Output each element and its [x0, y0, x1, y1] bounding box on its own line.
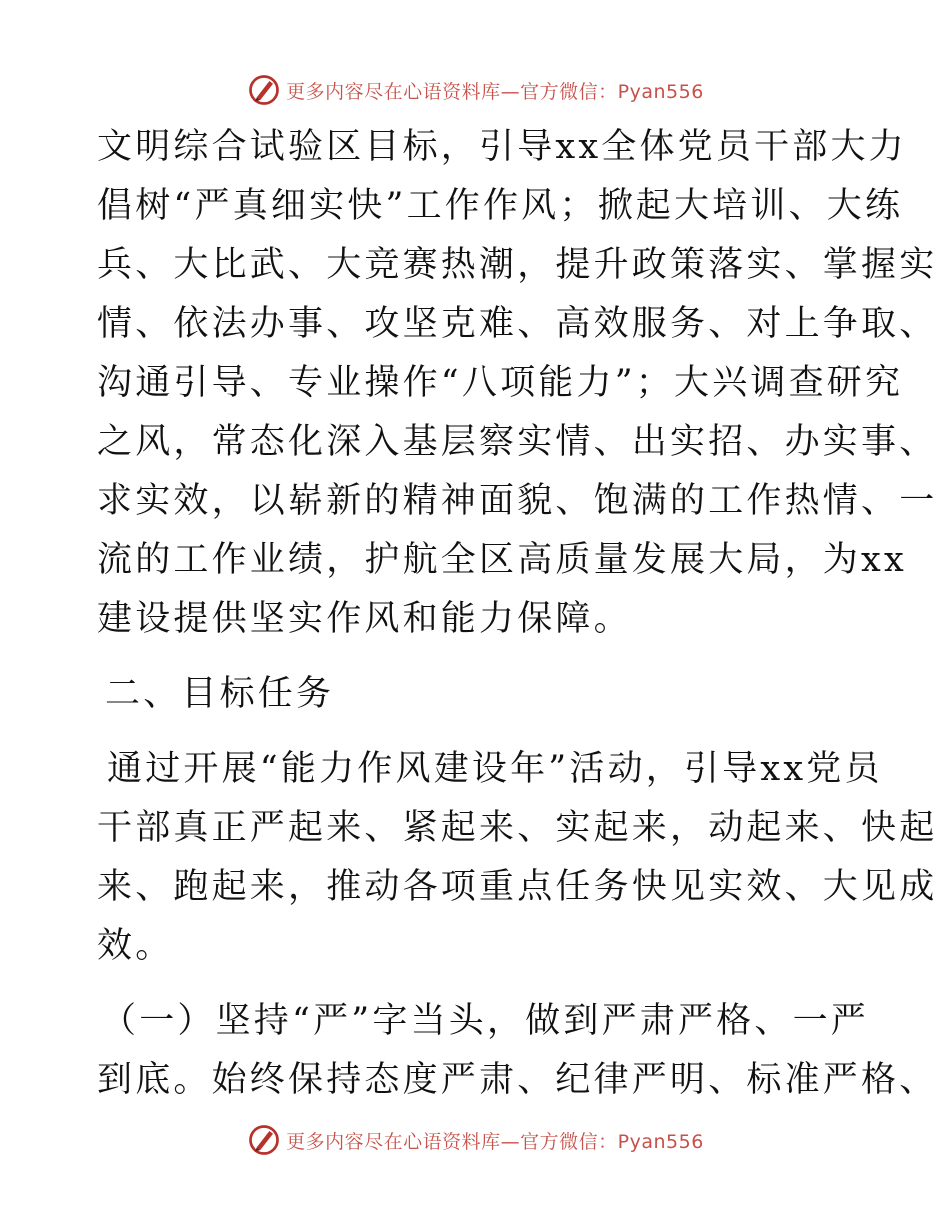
text-line: 文明综合试验区目标，引导xx全体党员干部大力 [97, 127, 907, 167]
text-line: 之风，常态化深入基层察实情、出实招、办实事、 [97, 422, 938, 462]
text-line: 干部真正严起来、紧起来、实起来，动起来、快起 [97, 808, 938, 848]
paragraph-gap [97, 724, 857, 740]
text-line: 倡树“严真细实快”工作作风；掀起大培训、大练 [97, 186, 904, 226]
text-line: 来、跑起来，推动各项重点任务快见实效、大见成 [97, 867, 938, 907]
heading-line: 二、目标任务 [105, 674, 335, 714]
paragraph [97, 992, 938, 1110]
watermark-text: 更多内容尽在心语资料库—官方微信：Pyan556 [286, 1130, 704, 1153]
paragraph-gap [97, 649, 857, 665]
text-line: 效。 [97, 926, 174, 966]
watermark-text: 更多内容尽在心语资料库—官方微信：Pyan556 [286, 80, 704, 103]
text-line: 流的工作业绩，护航全区高质量发展大局，为xx [97, 540, 907, 580]
pen-in-circle-icon [246, 1122, 282, 1158]
header-watermark [0, 70, 950, 110]
footer-watermark [0, 1120, 950, 1160]
section-heading [97, 665, 857, 724]
text-line: （一）坚持“严”字当头，做到严肃严格、一严 [101, 1001, 869, 1041]
paragraph [97, 740, 938, 976]
text-line: 兵、大比武、大竞赛热潮，提升政策落实、掌握实 [97, 245, 938, 285]
pen-in-circle-icon [246, 72, 282, 108]
document-body [97, 118, 938, 1110]
text-line: 建设提供坚实作风和能力保障。 [97, 599, 632, 639]
text-line: 沟通引导、专业操作“八项能力”；大兴调查研究 [97, 363, 904, 403]
text-line: 求实效，以崭新的精神面貌、饱满的工作热情、一 [97, 481, 938, 521]
paragraph [97, 118, 938, 649]
paragraph-gap [97, 976, 857, 992]
text-line: 到底。始终保持态度严肃、纪律严明、标准严格、 [97, 1060, 938, 1100]
text-line: 情、依法办事、攻坚克难、高效服务、对上争取、 [97, 304, 938, 344]
text-line: 通过开展“能力作风建设年”活动，引导xx党员 [107, 749, 883, 789]
